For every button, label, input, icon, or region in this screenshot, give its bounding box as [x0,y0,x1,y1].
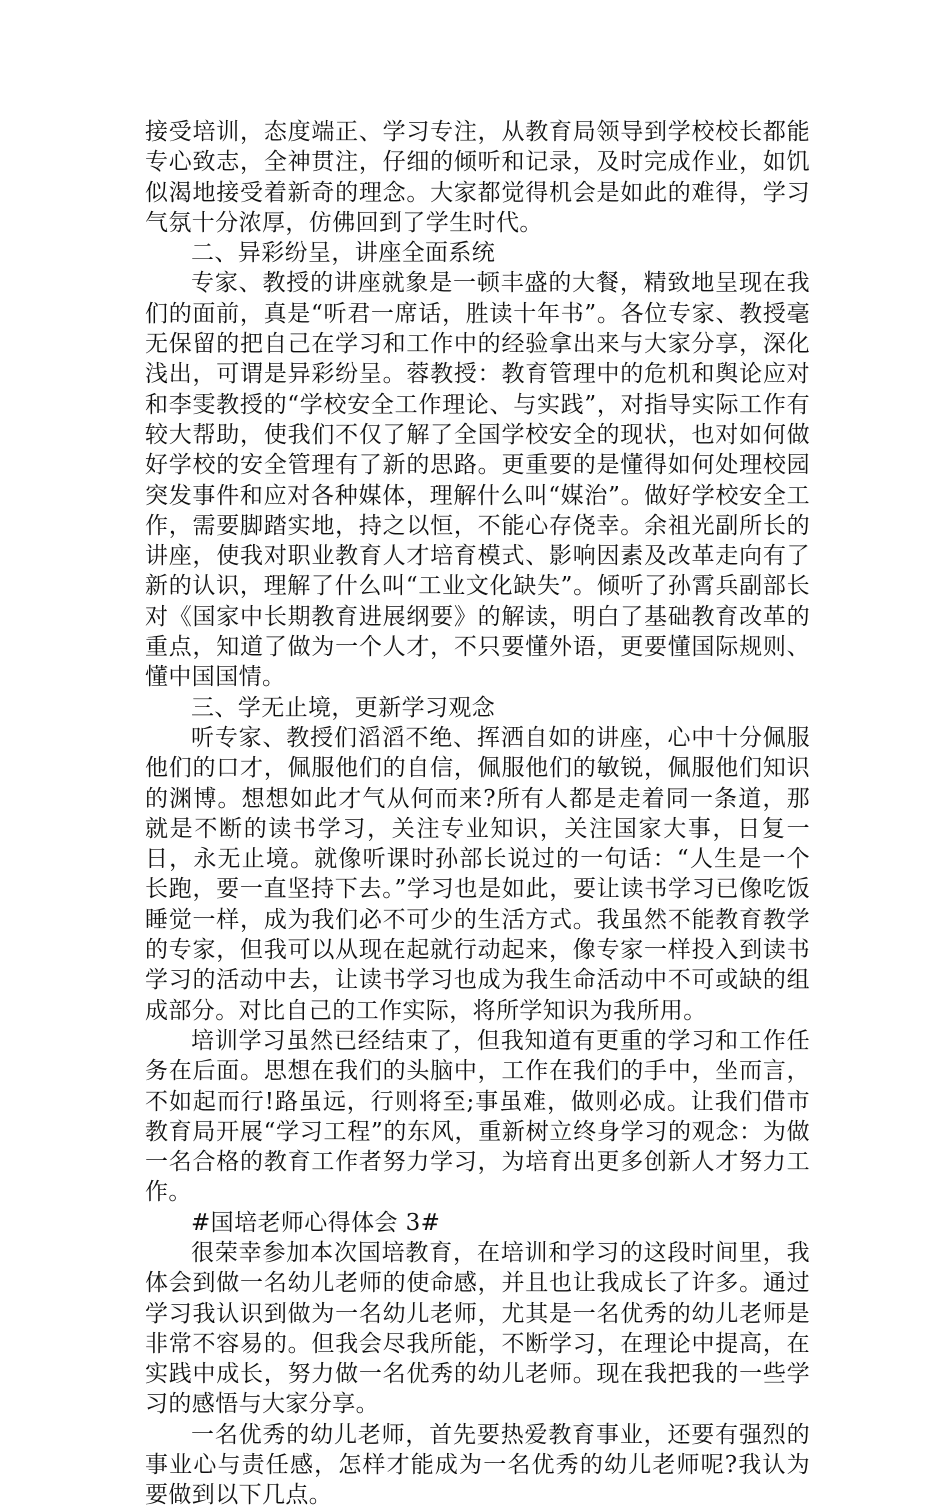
section-heading-3: 三、学无止境，更新学习观念 [191,694,496,721]
paragraph-excellent-teacher: 一名优秀的幼儿老师，首先要热爱教育事业，还要有强烈的事业心与责任感，怎样才能成为一名优秀的幼儿老师呢?我认为要做到以下几点。 [145,1421,810,1509]
paragraph-learning: 听专家、教授们滔滔不绝、挥洒自如的讲座，心中十分佩服他们的口才，佩服他们的自信，佩服他们的敏锐，佩服他们知识的渊博。想想如此才气从何而来?所有人都是走着同一条道，那就是不断的读书学习，关注专业知识，关注国家大事，日复一日，永无止境。就像听课时孙部长说过的一句话：“人生是一个长跑，要一直坚持下去。”学习也是如此，要让读书学习已像吃饭睡觉一样，成为我们必不可少的生活方式。我虽然不能教育教学的专家，但我可以从现在起就行动起来，像专家一样投入到读书学习的活动中去，让读书学习也成为我生命活动中不可或缺的组成部分。对比自己的工作实际，将所学知识为我所用。 [145,724,810,1024]
paragraph-continuation: 接受培训，态度端正、学习专注，从教育局领导到学校校长都能专心致志，全神贯注，仔细的倾听和记录，及时完成作业，如饥似渴地接受着新奇的理念。大家都觉得机会是如此的难得，学习气氛十分浓厚，仿佛回到了学生时代。 [145,119,810,236]
section-heading-article-3: #国培老师心得体会 3# [191,1209,441,1236]
paragraph-intro-kindergarten: 很荣幸参加本次国培教育，在培训和学习的这段时间里，我体会到做一名幼儿老师的使命感，并且也让我成长了许多。通过学习我认识到做为一名幼儿老师，尤其是一名优秀的幼儿老师是非常不容易的。但我会尽我所能，不断学习，在理论中提高，在实践中成长，努力做一名优秀的幼儿老师。现在我把我的一些学习的感悟与大家分享。 [145,1239,810,1418]
paragraph-conclusion: 培训学习虽然已经结束了，但我知道有更重的学习和工作任务在后面。思想在我们的头脑中，工作在我们的手中，坐而言，不如起而行!路虽远，行则将至;事虽难，做则必成。让我们借市教育局开展“学习工程”的东风，重新树立终身学习的观念：为做一名合格的教育工作者努力学习，为培育出更多创新人才努力工作。 [145,1027,810,1206]
section-heading-2: 二、异彩纷呈，讲座全面系统 [191,240,496,267]
paragraph-lectures: 专家、教授的讲座就象是一顿丰盛的大餐，精致地呈现在我们的面前，真是“听君一席话，胜读十年书”。各位专家、教授毫无保留的把自己在学习和工作中的经验拿出来与大家分享，深化浅出，可谓是异彩纷呈。蓉教授：教育管理中的危机和舆论应对和李雯教授的“学校安全工作理论、与实践”，对指导实际工作有较大帮助，使我们不仅了解了全国学校安全的现状，也对如何做好学校的安全管理有了新的思路。更重要的是懂得如何处理校园突发事件和应对各种媒体，理解什么叫“媒治”。做好学校安全工作，需要脚踏实地，持之以恒，不能心存侥幸。余祖光副所长的讲座，使我对职业教育人才培育模式、影响因素及改革走向有了新的认识，理解了什么叫“工业文化缺失”。倾听了孙霄兵副部长对《国家中长期教育进展纲要》的解读，明白了基础教育改革的重点，知道了做为一个人才，不只要懂外语，更要懂国际规则、懂中国国情。 [145,270,810,691]
document-page [145,117,810,1511]
